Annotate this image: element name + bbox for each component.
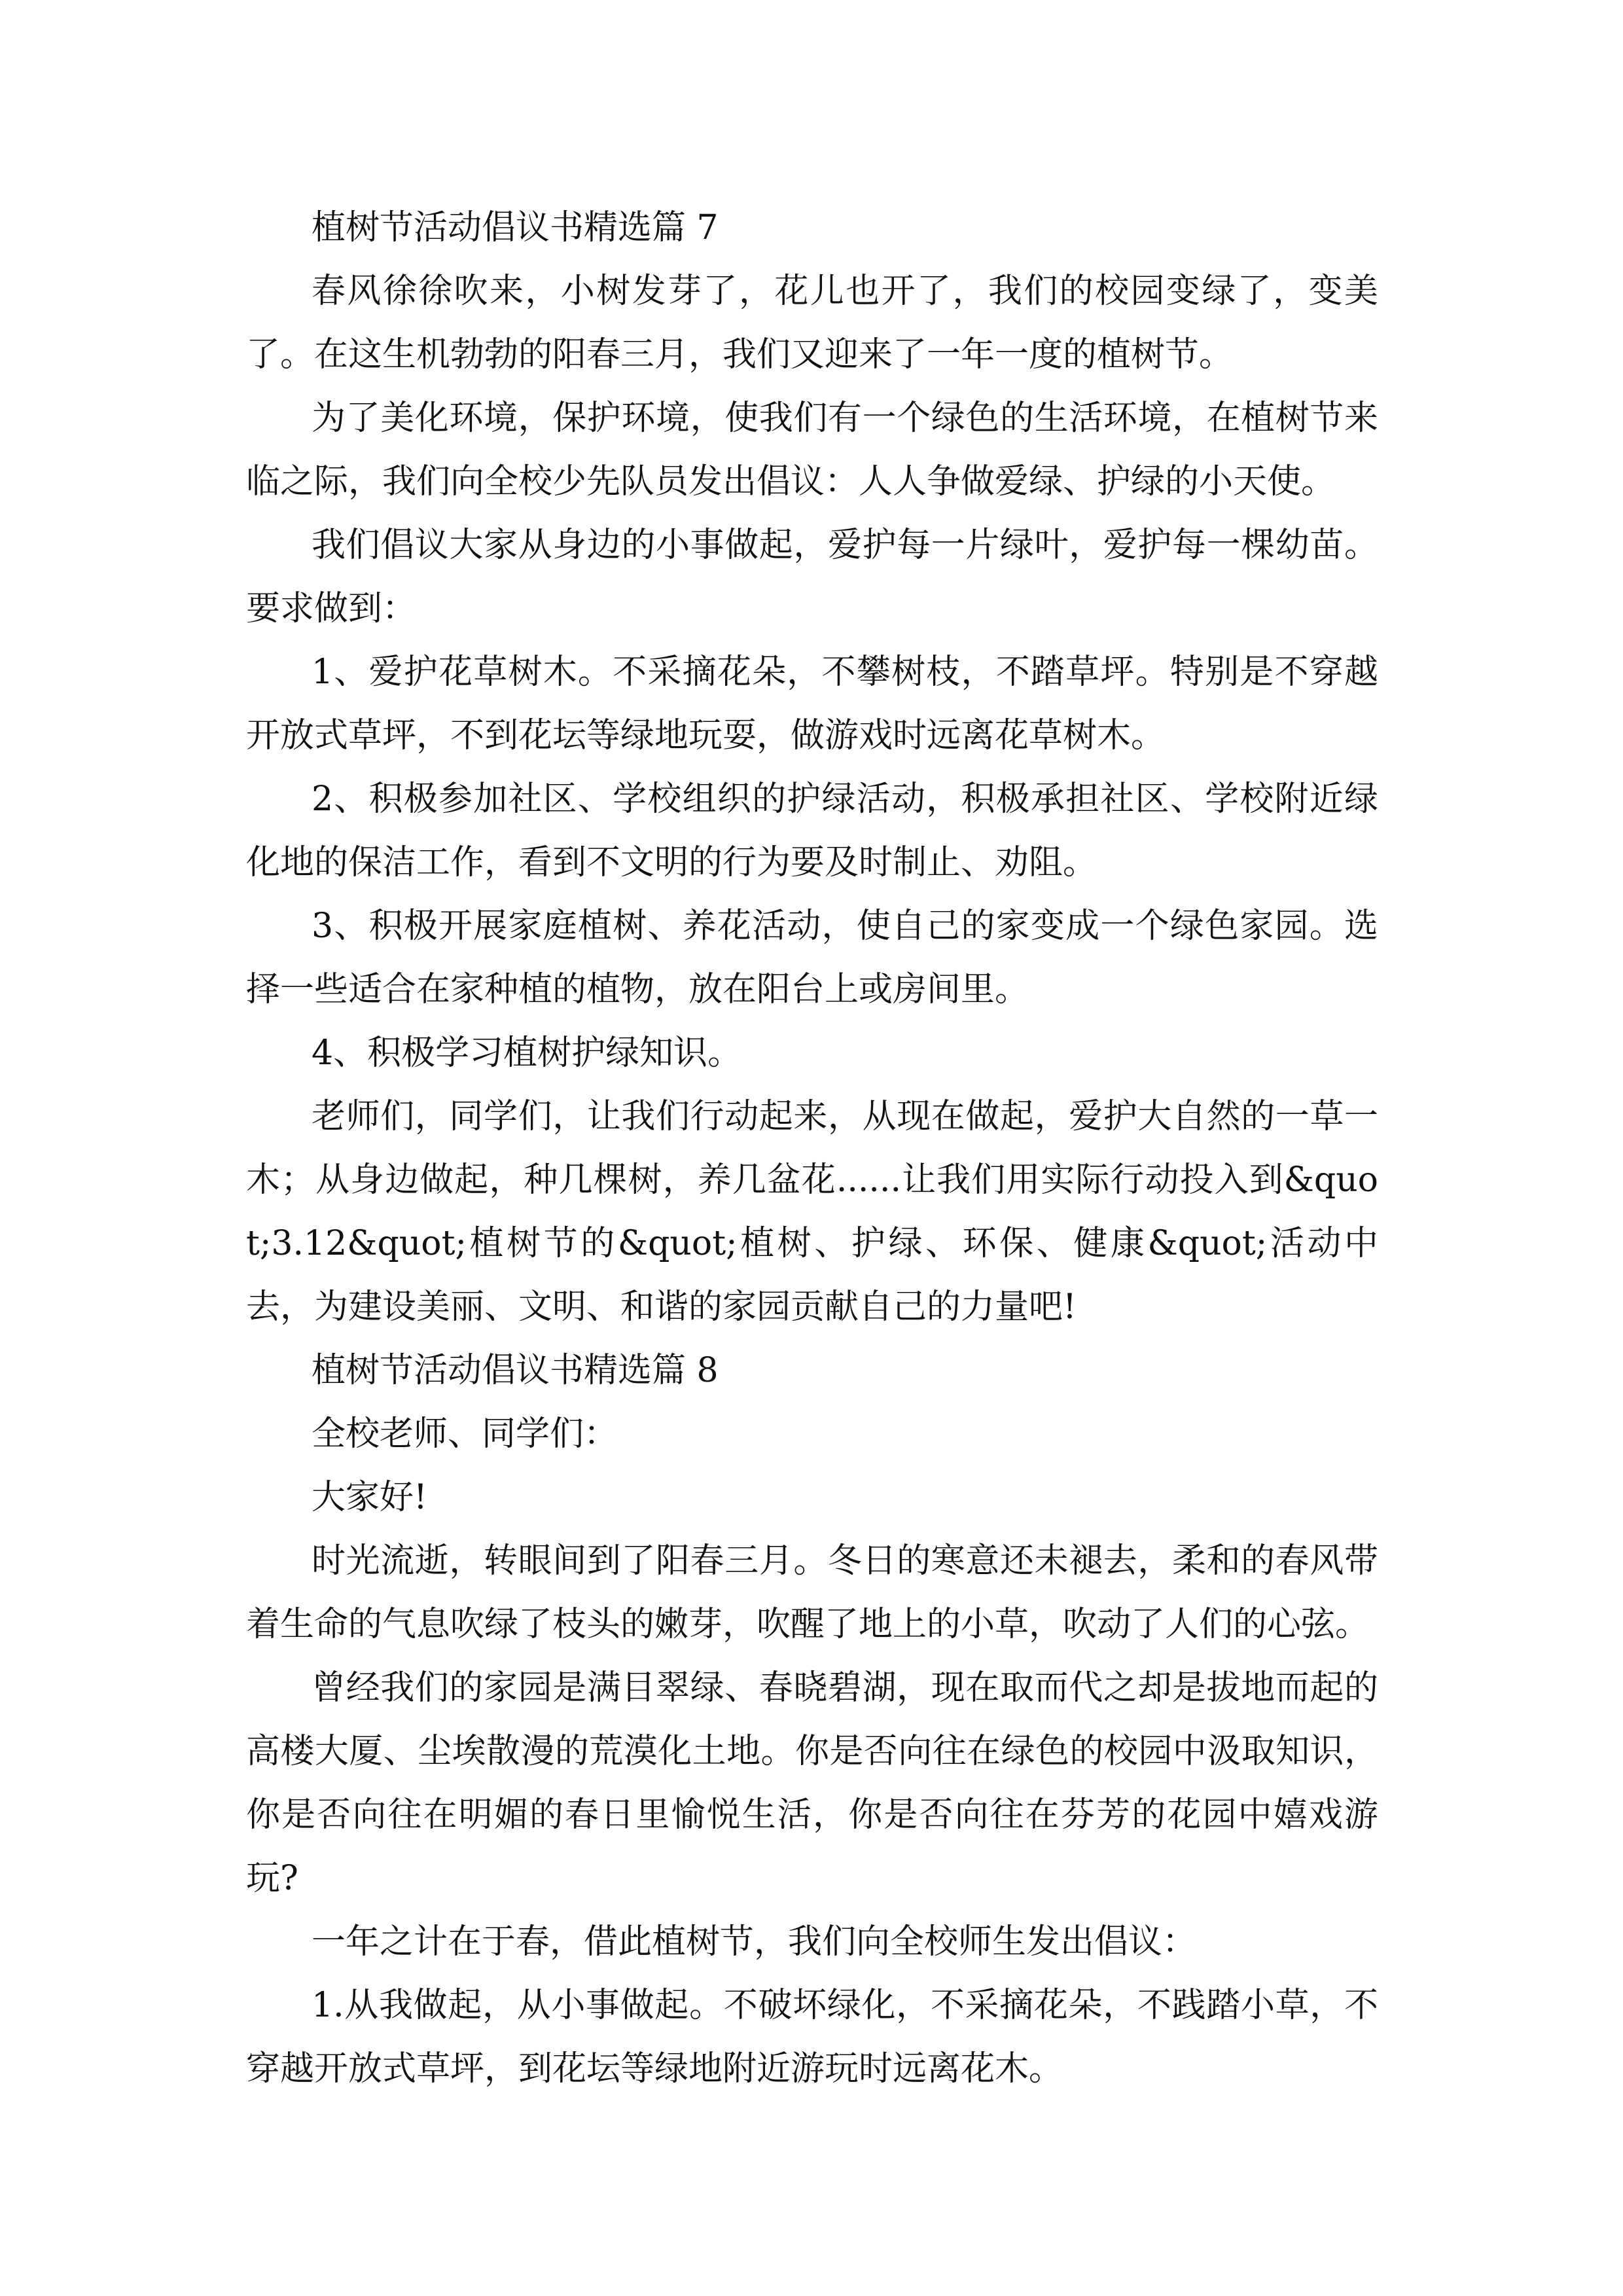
list-item: 3、积极开展家庭植树、养花活动，使自己的家变成一个绿色家园。选择一些适合在家种植的植物，放在阳台上或房间里。 bbox=[246, 906, 1378, 1009]
list-item: 1、爱护花草树木。不采摘花朵，不攀树枝，不踏草坪。特别是不穿越开放式草坪，不到花坛等绿地玩耍，做游戏时远离花草树木。 bbox=[246, 653, 1378, 755]
greeting: 大家好! bbox=[312, 1478, 427, 1517]
list-item: 1.从我做起，从小事做起。不破坏绿化，不采摘花朵，不践踏小草，不穿越开放式草坪，到花坛等绿地附近游玩时远离花木。 bbox=[246, 1986, 1378, 2089]
salutation: 全校老师、同学们： bbox=[312, 1414, 618, 1454]
section-heading-7: 植树节活动倡议书精选篇 7 bbox=[312, 208, 719, 247]
section-heading-8: 植树节活动倡议书精选篇 8 bbox=[312, 1351, 719, 1390]
paragraph: 时光流逝，转眼间到了阳春三月。冬日的寒意还未褪去，柔和的春风带着生命的气息吹绿了枝头的嫩芽，吹醒了地上的小草，吹动了人们的心弦。 bbox=[246, 1541, 1378, 1644]
paragraph: 春风徐徐吹来，小树发芽了，花儿也开了，我们的校园变绿了，变美了。在这生机勃勃的阳春三月，我们又迎来了一年一度的植树节。 bbox=[246, 272, 1378, 374]
paragraph: 曾经我们的家园是满目翠绿、春晓碧湖，现在取而代之却是拔地而起的高楼大厦、尘埃散漫的荒漠化土地。你是否向往在绿色的校园中汲取知识，你是否向往在明媚的春日里愉悦生活，你是否向往在芬芳的花园中嬉戏游玩? bbox=[246, 1668, 1378, 1898]
paragraph: 为了美化环境，保护环境，使我们有一个绿色的生活环境，在植树节来临之际，我们向全校少先队员发出倡议：人人争做爱绿、护绿的小天使。 bbox=[246, 399, 1378, 501]
document-page bbox=[246, 196, 1378, 2101]
paragraph: 一年之计在于春，借此植树节，我们向全校师生发出倡议： bbox=[312, 1922, 1197, 1962]
list-item: 2、积极参加社区、学校组织的护绿活动，积极承担社区、学校附近绿化地的保洁工作，看到不文明的行为要及时制止、劝阻。 bbox=[246, 780, 1378, 882]
paragraph: 我们倡议大家从身边的小事做起，爱护每一片绿叶，爱护每一棵幼苗。要求做到： bbox=[246, 526, 1378, 628]
list-item: 4、积极学习植树护绿知识。 bbox=[312, 1033, 742, 1073]
paragraph: 老师们，同学们，让我们行动起来，从现在做起，爱护大自然的一草一木；从身边做起，种几棵树，养几盆花......让我们用实际行动投入到&quot;3.12&quot;植树节的&quot;植树、护绿、环保、健康&quot;活动中去，为建设美丽、文明、和谐的家园贡献自己的力量吧! bbox=[246, 1097, 1378, 1327]
